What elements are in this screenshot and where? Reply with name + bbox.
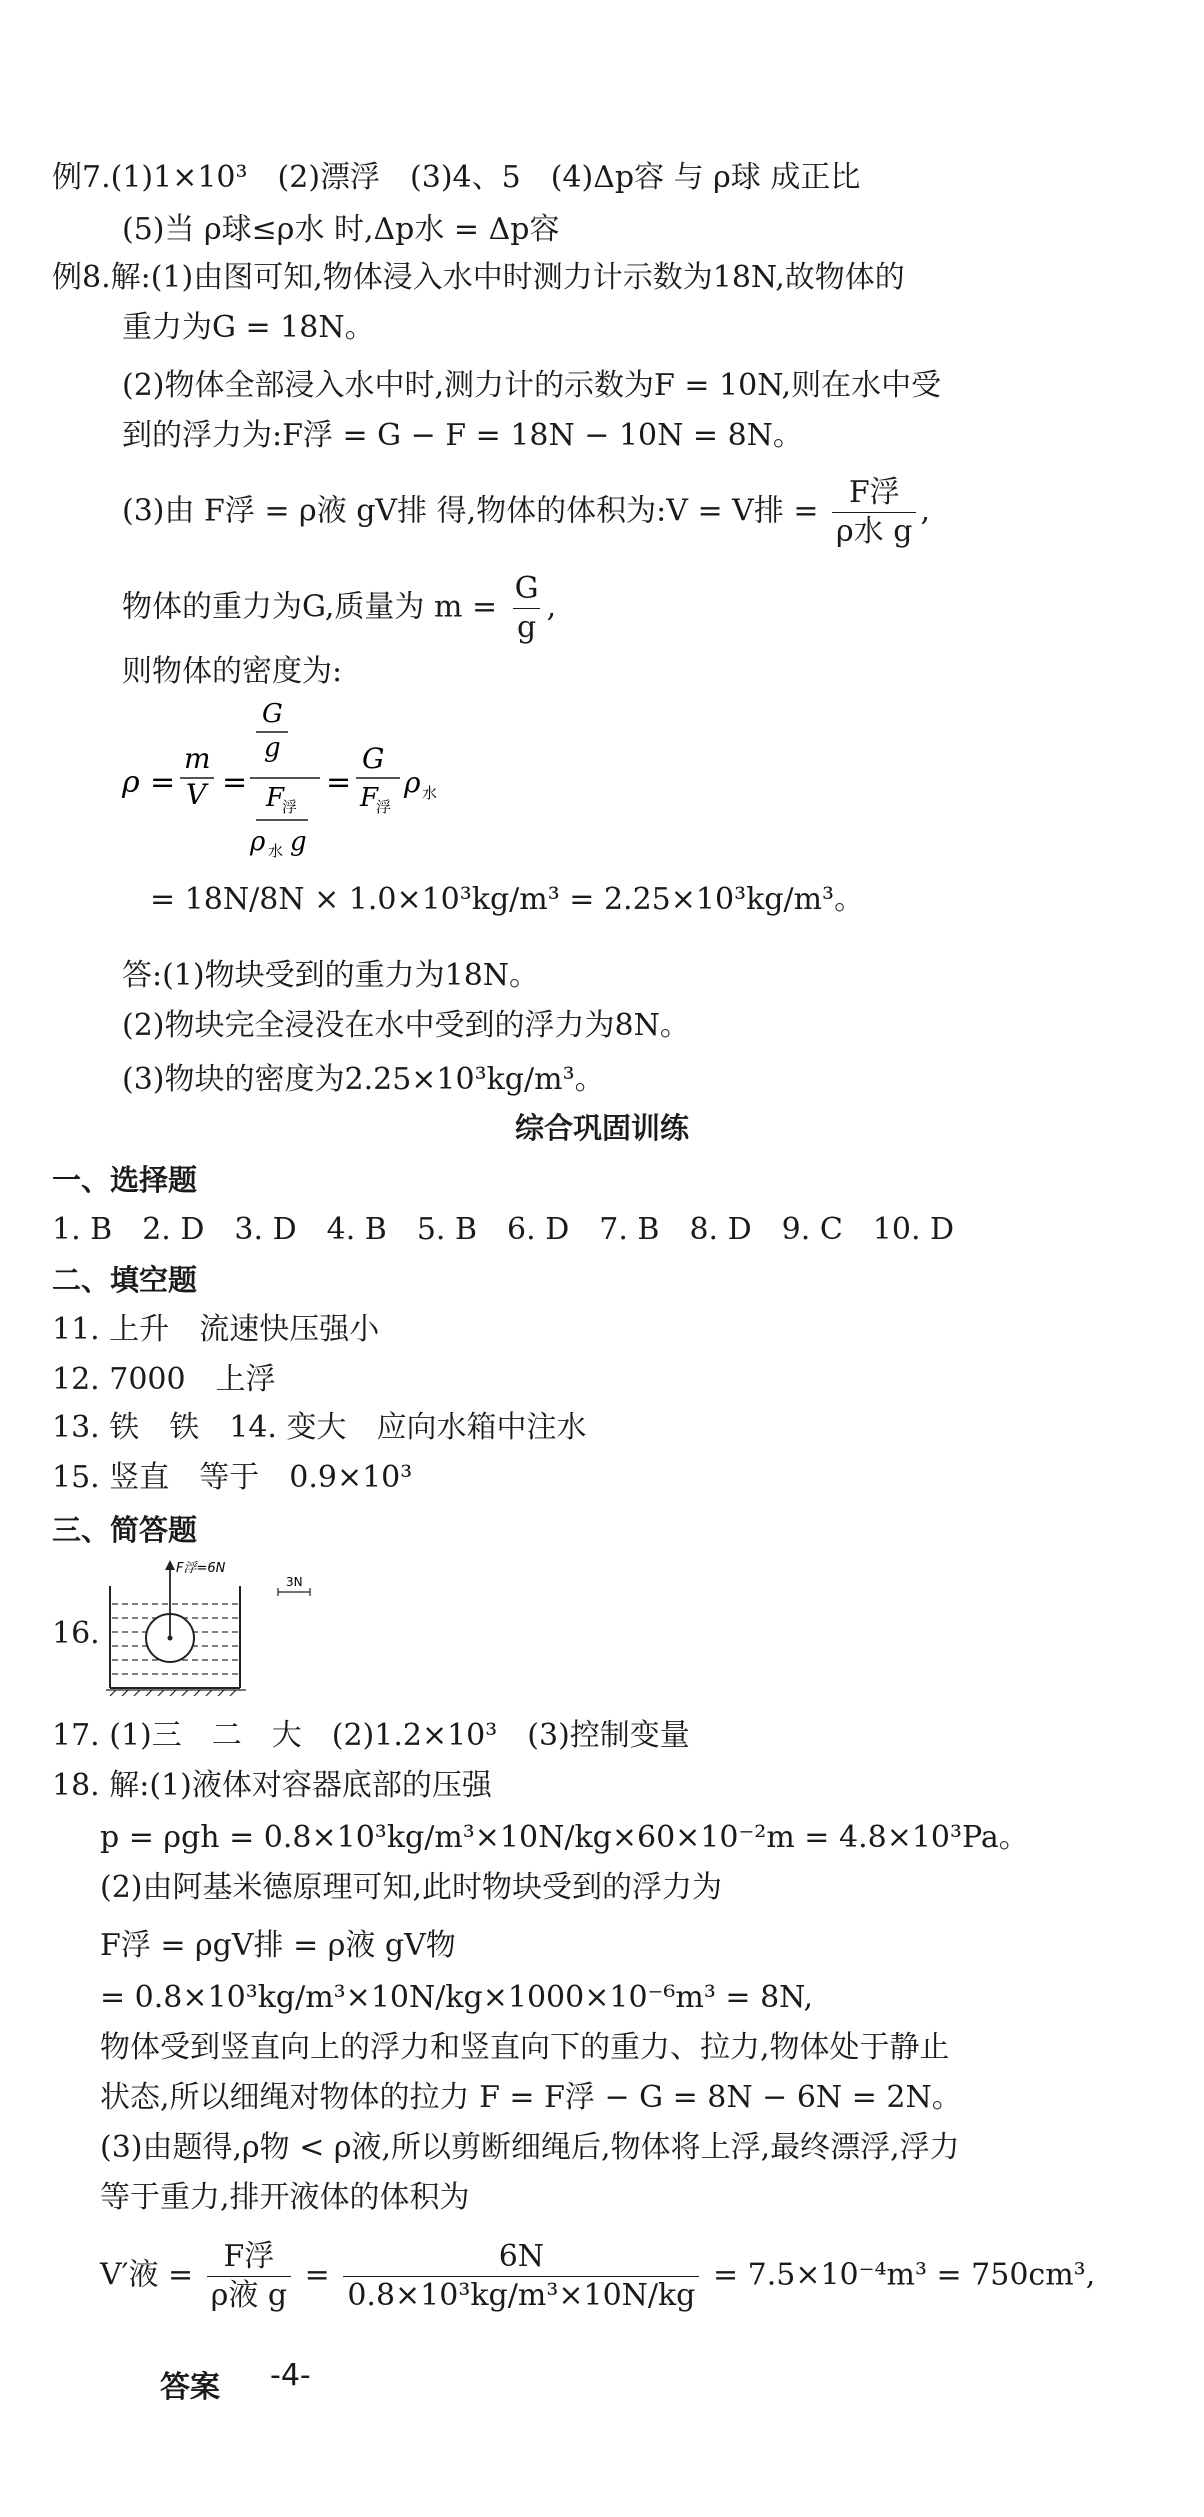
answer-3: (3)物块的密度为2.25×10³kg/m³。 <box>122 1062 605 1097</box>
q18-line2: p = ρgh = 0.8×10³kg/m³×10N/kg×60×10⁻²m = 4.8×10³Pa。 <box>100 1820 1029 1855</box>
q18-line9: 等于重力,排开液体的体积为 <box>100 2180 470 2215</box>
svg-text:g: g <box>264 733 281 763</box>
example8-line6: 物体的重力为G,质量为 m = $\frac{G}{g}$ , <box>122 571 557 645</box>
example8-line1: 例8.解:(1)由图可知,物体浸入水中时测力计示数为18N,故物体的 <box>52 260 905 295</box>
svg-text:F: F <box>360 783 379 813</box>
volume-frac-1 <box>207 2240 291 2313</box>
svg-text:ρ: ρ <box>122 765 140 800</box>
volume-rhs: = 7.5×10⁻⁴m³ = 750cm³, <box>712 2257 1096 2293</box>
footer-page-number: -4- <box>270 2358 311 2393</box>
example8-line2: 重力为G = 18N。 <box>122 310 375 345</box>
q18-line5: = 0.8×10³kg/m³×10N/kg×1000×10⁻⁶m³ = 8N, <box>100 1980 814 2015</box>
q18-line8: (3)由题得,ρ物 < ρ液,所以剪断细绳后,物体将上浮,最终漂浮,浮力 <box>100 2130 960 2165</box>
answer-2: (2)物块完全浸没在水中受到的浮力为8N。 <box>122 1008 690 1043</box>
example8-line3: (2)物体全部浸入水中时,测力计的示数为F = 10N,则在水中受 <box>122 368 942 403</box>
mass-numerator: G <box>514 571 539 606</box>
density-formula <box>122 700 482 881</box>
q18-line3: (2)由阿基米德原理可知,此时物块受到的浮力为 <box>100 1870 723 1905</box>
svg-text:水: 水 <box>268 842 284 860</box>
svg-text:m: m <box>184 742 211 775</box>
svg-text:G: G <box>262 700 283 729</box>
volume-lhs: V′液 = <box>100 2257 194 2293</box>
example7-line2: (5)当 ρ球≤ρ水 时,Δp水 = Δp容 <box>122 212 560 247</box>
example7-line1: 例7.(1)1×10³ (2)漂浮 (3)4、5 (4)Δp容 与 ρ球 成正比 <box>52 160 861 195</box>
volume-frac-1-num: F浮 <box>223 2239 275 2274</box>
q16-diagram <box>100 1556 340 1696</box>
svg-text:=: = <box>150 765 176 800</box>
volume-frac-2-den: 0.8×10³kg/m³×10N/kg <box>343 2276 699 2313</box>
svg-text:=: = <box>326 765 352 800</box>
svg-text:g: g <box>290 827 307 857</box>
density-formula-graphic <box>122 700 482 870</box>
volume-denominator: ρ水 g <box>832 512 916 549</box>
svg-text:ρ: ρ <box>250 827 266 857</box>
svg-text:浮: 浮 <box>282 798 298 816</box>
q16-label: 16. <box>52 1616 100 1651</box>
mass-text: 物体的重力为G,质量为 m = <box>122 589 498 625</box>
answer-1: 答:(1)物块受到的重力为18N。 <box>122 958 540 993</box>
q18-line1: 18. 解:(1)液体对容器底部的压强 <box>52 1768 492 1803</box>
q18-line6: 物体受到竖直向上的浮力和竖直向下的重力、拉力,物体处于静止 <box>100 2030 950 2065</box>
section-title: 综合巩固训练 <box>514 1111 689 1145</box>
mass-fraction <box>511 572 543 645</box>
q18-volume-formula: V′液 = $\frac{\text{F浮}}{\text{ρ液 g}}$ = $\frac{6N}{\text{0.8×10³kg/m³×10N/kg}}$ = 7.5×10⁻⁴m³ = 750cm³, <box>100 2239 1096 2313</box>
example8-line4: 到的浮力为:F浮 = G − F = 18N − 10N = 8N。 <box>122 418 803 453</box>
volume-numerator: F浮 <box>848 475 900 510</box>
volume-frac-1-den: ρ液 g <box>207 2276 291 2313</box>
scale-label: 3N <box>286 1575 303 1589</box>
q11: 11. 上升 流速快压强小 <box>52 1312 380 1347</box>
q12: 12. 7000 上浮 <box>52 1362 276 1397</box>
q18-line4: F浮 = ρgV排 = ρ液 gV物 <box>100 1928 456 1963</box>
mass-denominator: g <box>513 608 540 645</box>
part3-heading: 三、简答题 <box>52 1513 198 1547</box>
volume-frac-2 <box>343 2240 699 2313</box>
svg-text:V: V <box>186 778 207 811</box>
svg-text:G: G <box>362 742 385 775</box>
q18-line7: 状态,所以细绳对物体的拉力 F = F浮 − G = 8N − 6N = 2N。 <box>100 2080 962 2115</box>
example8-line7: 则物体的密度为: <box>122 654 343 689</box>
svg-text:F: F <box>266 783 285 813</box>
q13: 13. 铁 铁 14. 变大 应向水箱中注水 <box>52 1410 587 1445</box>
force-label: F浮=6N <box>176 1561 226 1576</box>
svg-text:浮: 浮 <box>376 798 392 816</box>
part1-heading: 一、选择题 <box>52 1163 198 1197</box>
q15: 15. 竖直 等于 0.9×10³ <box>52 1460 413 1495</box>
example8-line5: (3)由 F浮 = ρ液 gV排 得,物体的体积为:V = V排 = $\frac{\text{F浮}}{\text{ρ水 g}}$ , <box>122 475 930 549</box>
q17: 17. (1)三 二 大 (2)1.2×10³ (3)控制变量 <box>52 1718 690 1753</box>
volume-frac-2-num: 6N <box>498 2239 545 2274</box>
part1-answers: 1. B 2. D 3. D 4. B 5. B 6. D 7. B 8. D 9. C 10. D <box>52 1212 955 1247</box>
volume-text: (3)由 F浮 = ρ液 gV排 得,物体的体积为:V = V排 = <box>122 493 819 529</box>
density-result: = 18N/8N × 1.0×10³kg/m³ = 2.25×10³kg/m³。 <box>150 882 865 917</box>
svg-text:=: = <box>222 765 248 800</box>
volume-fraction <box>832 476 916 549</box>
svg-text:水: 水 <box>422 784 438 802</box>
part2-heading: 二、填空题 <box>52 1263 198 1297</box>
footer-label: 答案 <box>160 2370 220 2405</box>
svg-text:ρ: ρ <box>404 766 421 799</box>
